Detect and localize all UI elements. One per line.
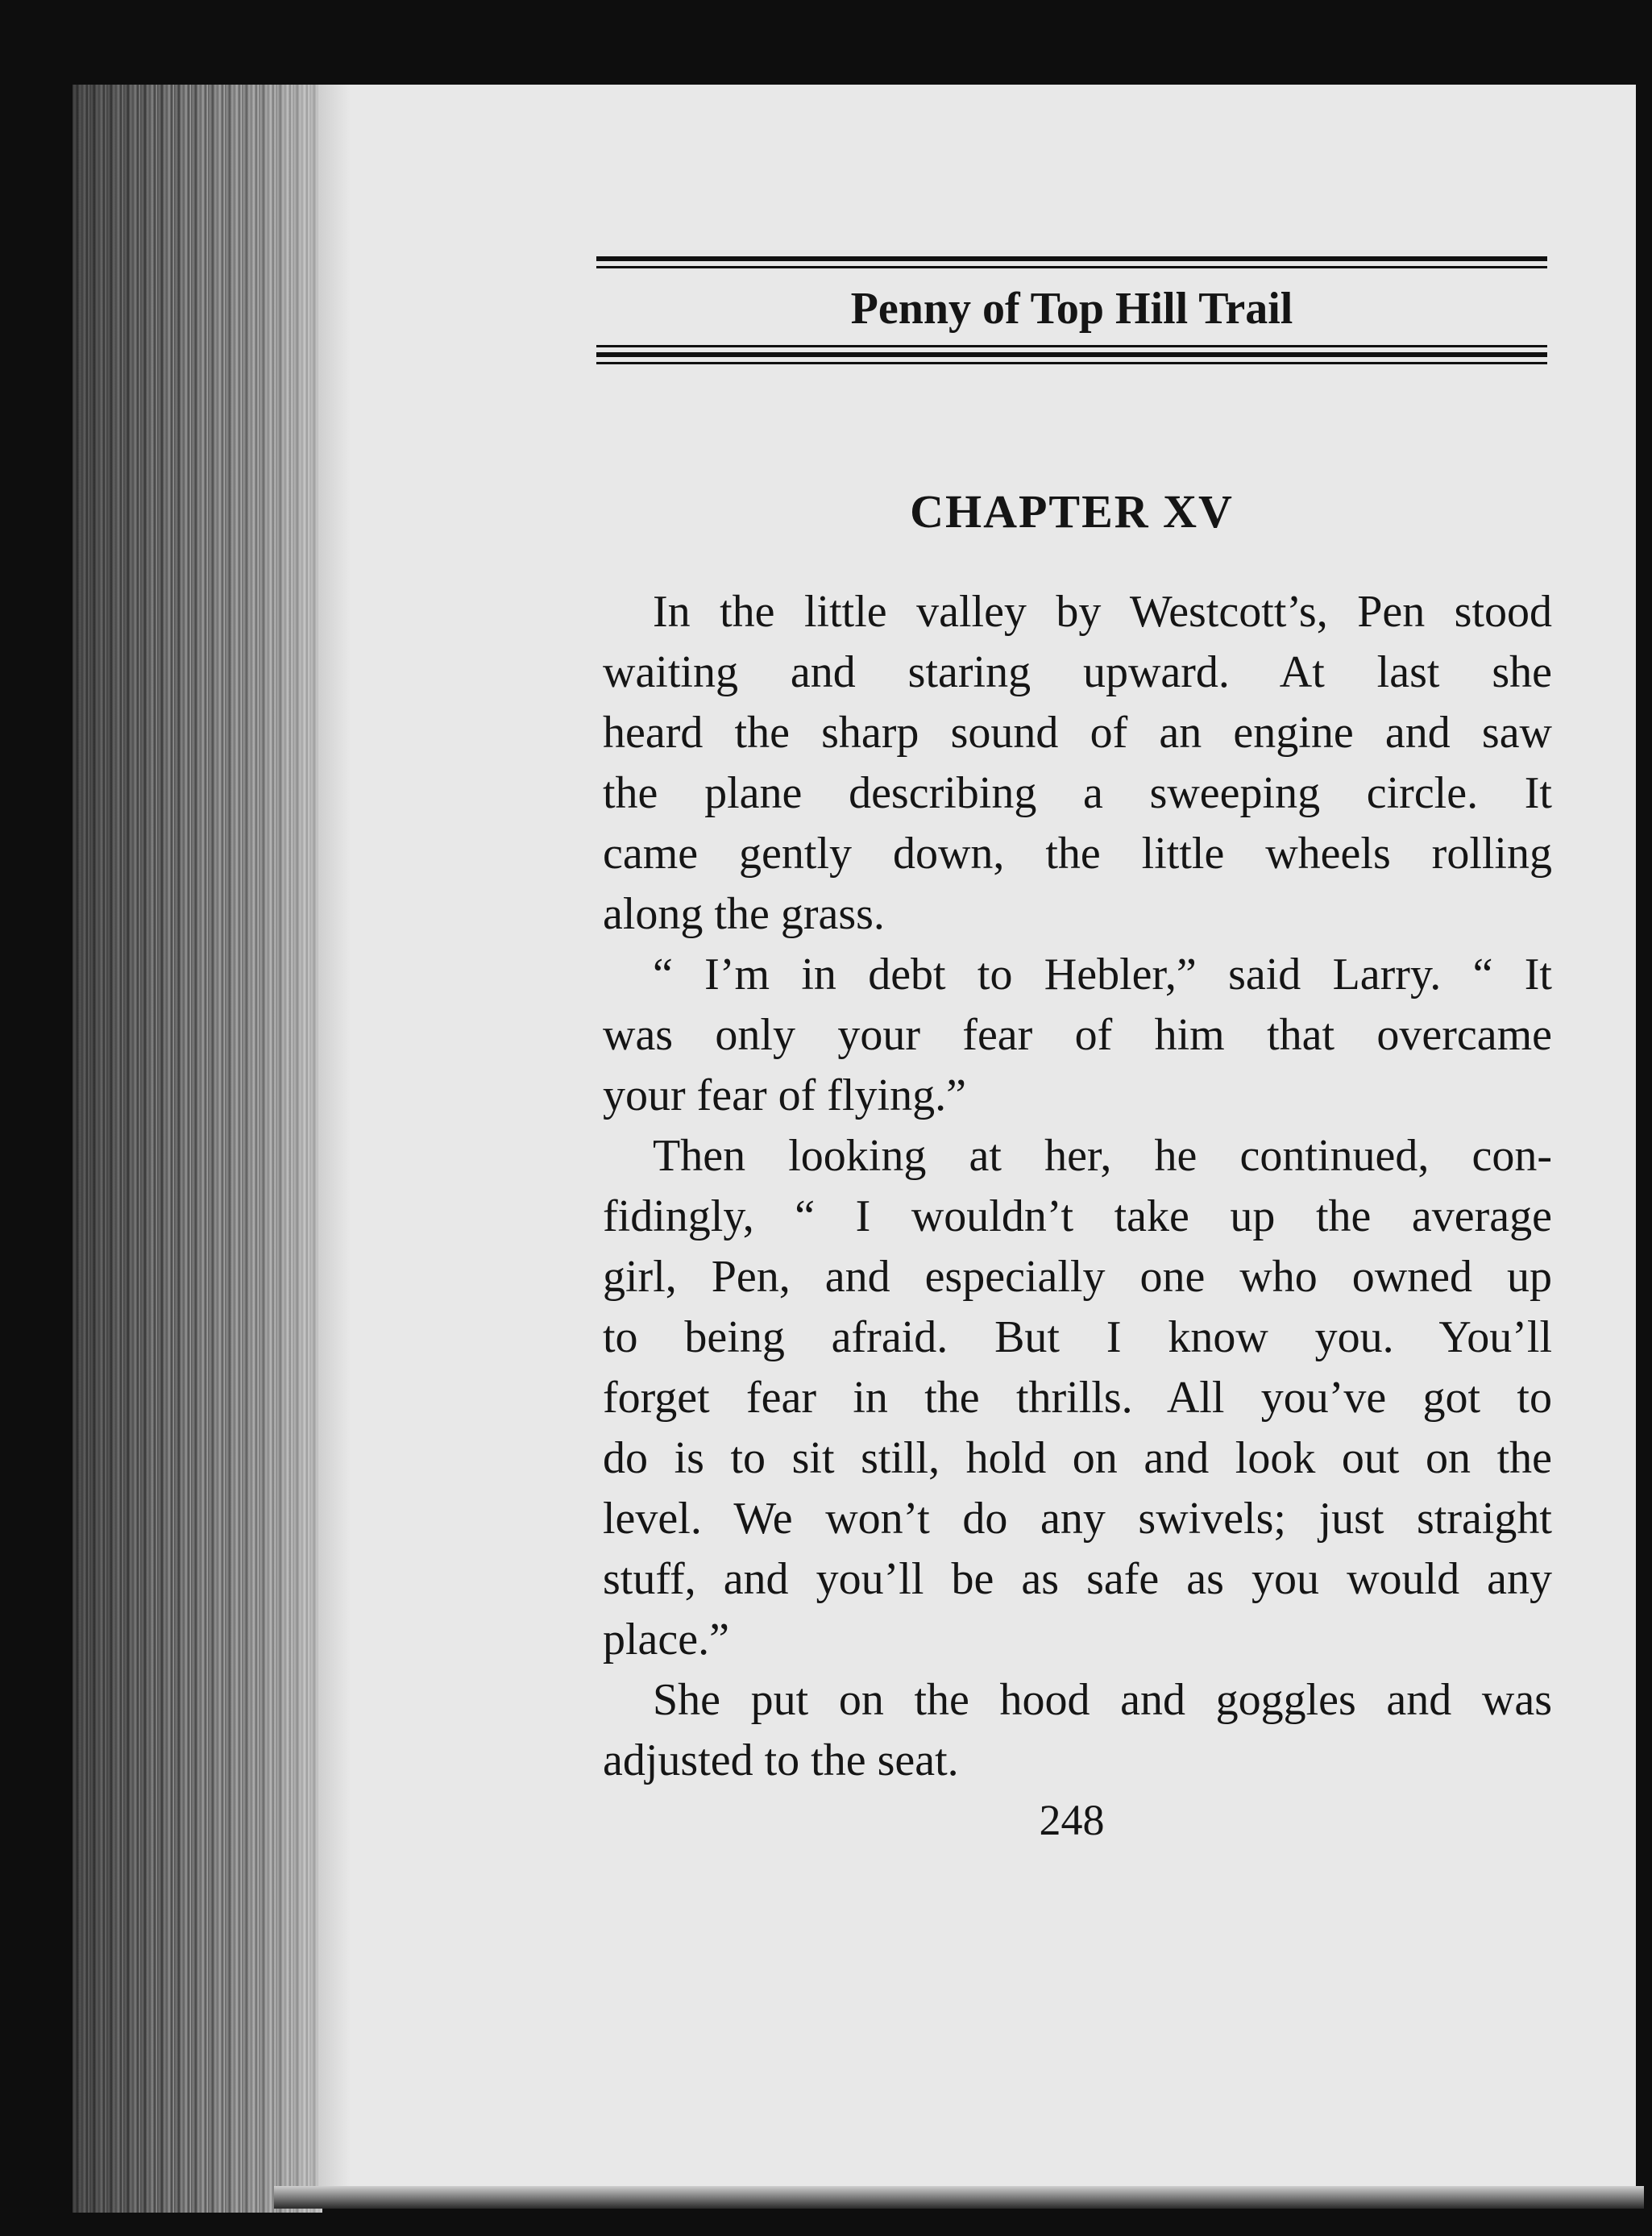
page-edges [73,85,322,2213]
text-line: In the little valley by Westcott’s, Pen stood [653,587,1552,637]
text-line: came gently down, the little wheels rolling [603,829,1552,879]
header-rule-top-thin [596,266,1547,268]
header-rule-bottom-thin [596,345,1547,347]
text-line: fidingly, “ I wouldn’t take up the average [603,1191,1552,1241]
body-text [603,582,1552,1791]
text-line: do is to sit still, hold on and look out on the [603,1433,1552,1483]
text-line: your fear of flying.” [603,1070,966,1120]
text-line: Then looking at her, he continued, con- [653,1131,1552,1181]
text-line: “ I’m in debt to Hebler,” said Larry. “ It [653,950,1552,1000]
chapter-heading: CHAPTER XV [910,485,1234,538]
text-line: was only your fear of him that overcame [603,1010,1552,1060]
text-line: forget fear in the thrills. All you’ve got to [603,1373,1552,1423]
running-head: Penny of Top Hill Trail [850,284,1293,334]
header-rule-bottom-hair [596,362,1547,364]
text-line: the plane describing a sweeping circle. It [603,768,1552,818]
text-line: heard the sharp sound of an engine and saw [603,708,1552,758]
header-rule-top-thick [596,256,1547,261]
text-line: adjusted to the seat. [603,1735,959,1785]
text-line: level. We won’t do any swivels; just straight [603,1494,1552,1544]
text-line: girl, Pen, and especially one who owned up [603,1252,1552,1302]
page-bottom-edge [274,2186,1644,2209]
text-line: She put on the hood and goggles and was [653,1675,1552,1725]
text-line: stuff, and you’ll be as safe as you would any [603,1554,1552,1604]
header-rule-bottom-thick [596,352,1547,357]
text-line: place.” [603,1615,729,1665]
text-line: waiting and staring upward. At last she [603,647,1552,697]
page-number: 248 [1039,1796,1105,1844]
text-line: to being afraid. But I know you. You’ll [603,1312,1552,1362]
text-line: along the grass. [603,889,885,939]
